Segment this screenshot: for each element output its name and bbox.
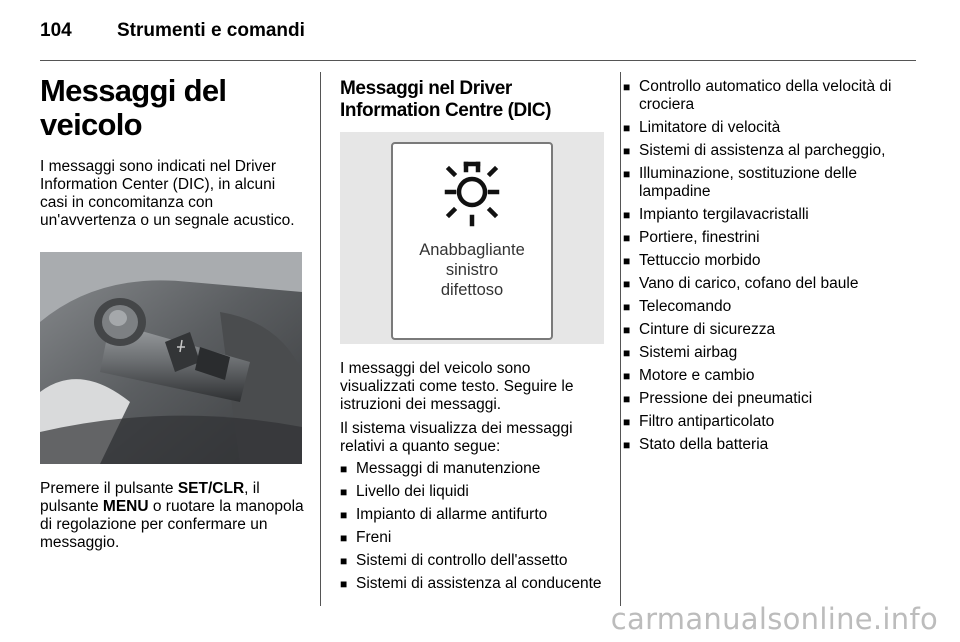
list-item: ■ Impianto tergilavacristalli xyxy=(623,206,809,223)
list-item: ■ Pressione dei pneumatici xyxy=(623,390,813,407)
section-title: Strumenti e comandi xyxy=(117,20,305,41)
dic-message-list-2 xyxy=(623,78,903,454)
dic-messages-heading: Messaggi nel Driver Information Centre (DIC) xyxy=(340,78,552,121)
dic-message-list-1 xyxy=(340,460,604,593)
column-2 xyxy=(340,78,604,598)
list-item: ■ Sistemi airbag xyxy=(623,344,738,361)
list-item: ■ Tettuccio morbido xyxy=(623,252,761,269)
dic-paragraph-2: Il sistema visualizza dei messaggi relativi a quanto segue: xyxy=(340,420,573,455)
steering-column-stalk-photo xyxy=(40,252,302,464)
list-item: ■ Cinture di sicurezza xyxy=(623,321,776,338)
column-divider-1 xyxy=(320,72,321,606)
list-item: ■ Motore e cambio xyxy=(623,367,755,384)
dic-paragraph-1: I messaggi del veicolo sono visualizzati come testo. Seguire le istruzioni dei messaggi. xyxy=(340,360,574,413)
header-rule xyxy=(40,60,916,61)
dic-message-text: Anabbagliante sinistro difettoso xyxy=(419,241,525,299)
list-item: ■ Portiere, finestrini xyxy=(623,229,760,246)
column-3 xyxy=(623,78,903,459)
list-item: ■ Sistemi di controllo dell'assetto xyxy=(340,552,568,569)
list-item: ■ Controllo automatico della velocità di crociera xyxy=(623,78,892,113)
list-item: ■ Illuminazione, sostituzione delle lampadine xyxy=(623,165,857,200)
list-item: ■ Telecomando xyxy=(623,298,732,315)
list-item: ■ Sistemi di assistenza al parcheggio, xyxy=(623,142,886,159)
confirm-instruction: Premere il pulsante SET/CLR, il pulsante MENU o ruotare la manopola di regolazione per confermare un messaggio. xyxy=(40,480,304,551)
column-1 xyxy=(40,74,306,552)
low-beam-bulb-warning-icon xyxy=(437,156,507,230)
list-item: ■ Messaggi di manutenzione xyxy=(340,460,541,477)
list-item: ■ Impianto di allarme antifurto xyxy=(340,506,548,523)
column-divider-2 xyxy=(620,72,621,606)
list-item: ■ Filtro antiparticolato xyxy=(623,413,775,430)
list-item: ■ Livello dei liquidi xyxy=(340,483,469,500)
vehicle-messages-heading: Messaggi del veicolo xyxy=(40,73,227,142)
page-number: 104 xyxy=(40,20,72,41)
list-item: ■ Stato della batteria xyxy=(623,436,769,453)
watermark: carmanualsonline.info xyxy=(610,602,938,636)
list-item: ■ Limitatore di velocità xyxy=(623,119,781,136)
dic-display-illustration xyxy=(340,132,604,344)
dic-display-panel xyxy=(391,142,553,340)
list-item: ■ Freni xyxy=(340,529,392,546)
menu-key: MENU xyxy=(102,498,149,515)
list-item: ■ Sistemi di assistenza al conducente xyxy=(340,575,602,592)
intro-paragraph: I messaggi sono indicati nel Driver Information Center (DIC), in alcuni casi in concomitanza con un'avvertenza o un segnale acustico. xyxy=(40,158,295,229)
set-clr-key: SET/CLR xyxy=(177,480,245,497)
list-item: ■ Vano di carico, cofano del baule xyxy=(623,275,859,292)
